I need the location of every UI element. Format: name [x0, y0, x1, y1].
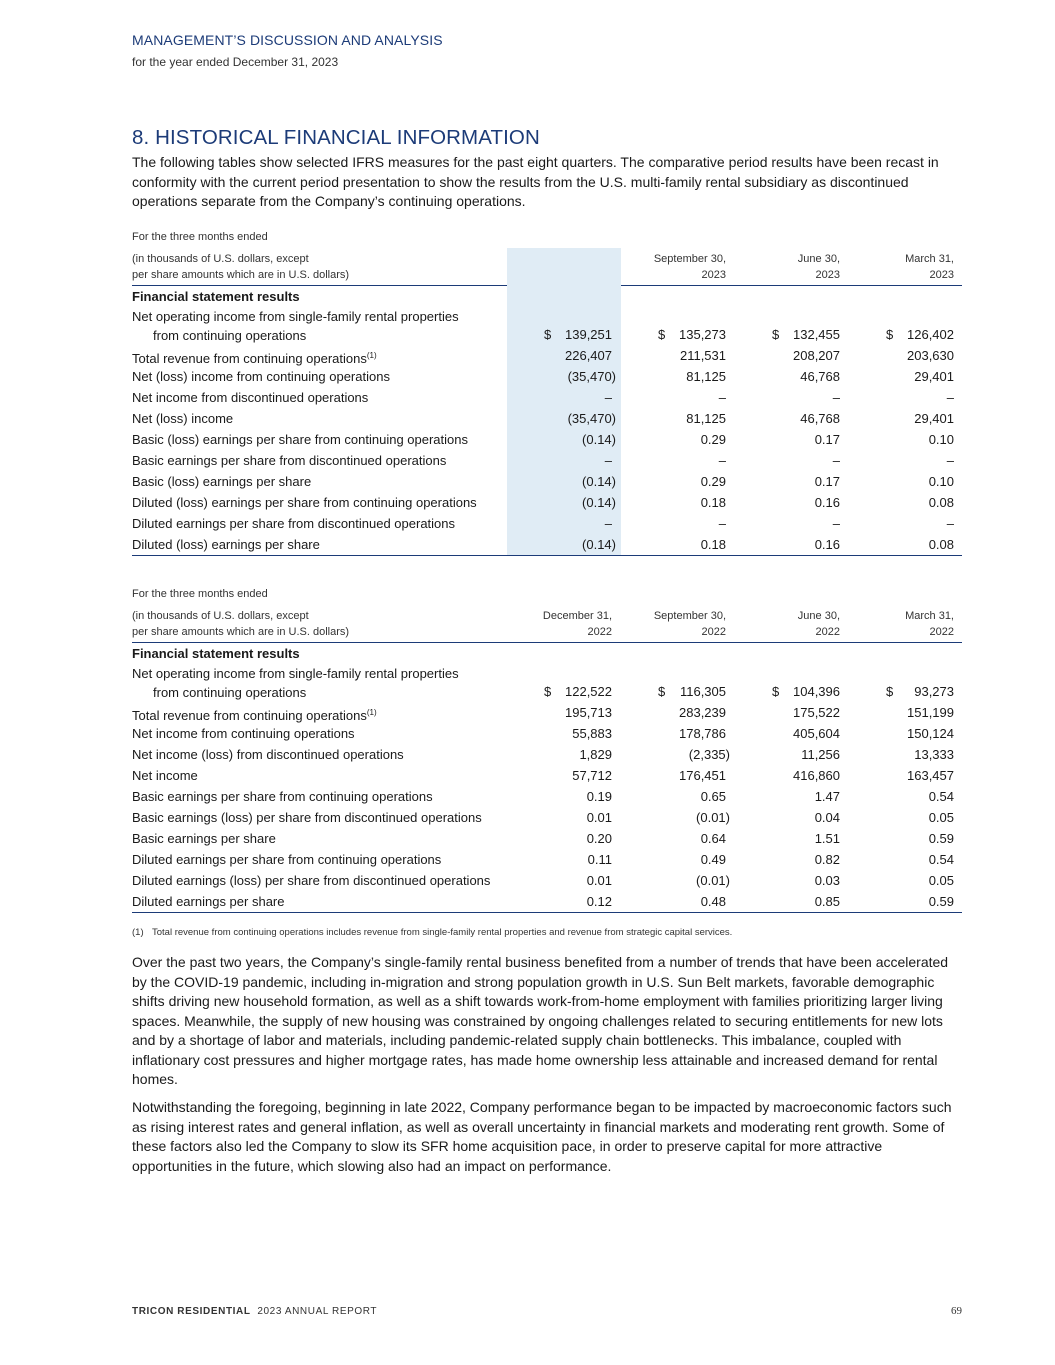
table-cell: – — [718, 390, 726, 405]
column-header: June 30, 2023 — [797, 253, 840, 281]
table-cell: 0.59 — [928, 894, 954, 909]
table-cell: 176,451 — [679, 768, 726, 783]
column-header: September 30, 2023 — [653, 253, 726, 281]
table-cell: 81,125 — [686, 411, 726, 426]
table-row: Net income from discontinued operations – – – – — [132, 387, 962, 408]
table-cell: 163,457 — [907, 768, 954, 783]
table-cell: – — [718, 516, 726, 531]
quarterly-table-2023 — [132, 230, 962, 556]
table-row: Basic earnings (loss) per share from discontinued operations 0.01 (0.01) 0.04 0.05 — [132, 807, 962, 828]
quarterly-table-2022 — [132, 587, 962, 913]
table-cell: 203,630 — [907, 348, 954, 363]
table-caption: For the three months ended — [132, 588, 268, 600]
table-cell: 0.18 — [700, 537, 726, 552]
table-cell: 0.54 — [928, 789, 954, 804]
table-row: Net income from continuing operations 55,883 178,786 405,604 150,124 — [132, 723, 962, 744]
table-cell: – — [604, 453, 612, 468]
table-cell: 0.85 — [814, 894, 840, 909]
table-cell: 0.64 — [700, 831, 726, 846]
table-row: Total revenue from continuing operations$^{(1)}$ 226,407 211,531 208,207 203,630 — [132, 345, 962, 366]
table-cell: 0.16 — [814, 495, 840, 510]
table-cell: – — [832, 516, 840, 531]
table-cell: 150,124 — [907, 726, 954, 741]
table-cell: 208,207 — [793, 348, 840, 363]
table-cell: 0.59 — [928, 831, 954, 846]
table-cell: 0.82 — [814, 852, 840, 867]
table-row: Net operating income from single-family rental properties from continuing operations $ 139,251 $ 135,273 $ 132,455 $ 126,402 — [132, 309, 954, 343]
table-cell: 11,256 — [801, 747, 840, 762]
table-cell: 0.05 — [928, 873, 954, 888]
table-body — [132, 286, 962, 556]
page-number: 69 — [951, 1305, 962, 1317]
table-cell: 0.49 — [700, 852, 726, 867]
table-row: Basic (loss) earnings per share (0.14) 0.29 0.17 0.10 — [132, 471, 962, 492]
table-cell: 151,199 — [907, 705, 954, 720]
table-body — [132, 643, 962, 913]
table-cell: 29,401 — [914, 411, 954, 426]
table-cell: 405,604 — [793, 726, 840, 741]
table-cell: 0.04 — [814, 810, 840, 825]
column-header: September 30, 2022 — [653, 610, 726, 638]
table-cell: 55,883 — [572, 726, 612, 741]
table-cell: – — [604, 390, 612, 405]
table-cell: 195,713 — [565, 705, 612, 720]
table-cell: – — [832, 390, 840, 405]
table-cell: (0.14) — [582, 495, 616, 510]
column-header: December 31, 2022 — [542, 610, 612, 638]
table-cell: (0.14) — [582, 537, 616, 552]
table-row: Diluted earnings per share from continuing operations 0.11 0.49 0.82 0.54 — [132, 849, 962, 870]
table-cell: 0.54 — [928, 852, 954, 867]
table-row: Net operating income from single-family rental properties from continuing operations $ 122,522 $ 116,305 $ 104,396 $ 93,273 — [132, 666, 954, 700]
table-cell: – — [604, 516, 612, 531]
table-cell: 0.10 — [928, 474, 954, 489]
column-header: March 31, 2023 — [905, 253, 954, 281]
table-cell: 57,712 — [572, 768, 612, 783]
table-section-row: Financial statement results — [132, 289, 300, 304]
running-header-title: MANAGEMENT’S DISCUSSION AND ANALYSIS — [132, 32, 443, 48]
table-cell: 0.65 — [700, 789, 726, 804]
table-cell: 0.10 — [928, 432, 954, 447]
table-cell: – — [946, 390, 954, 405]
table-cell: 0.17 — [814, 432, 840, 447]
table-cell: 0.17 — [814, 474, 840, 489]
table-row: Basic (loss) earnings per share from continuing operations (0.14) 0.29 0.17 0.10 — [132, 429, 962, 450]
table-cell: 81,125 — [686, 369, 726, 384]
table-cell: 0.01 — [586, 873, 612, 888]
section-intro: The following tables show selected IFRS measures for the past eight quarters. The comparative period results have been recast in conformity with the current period presentation to show the results from the U.S. multi-family rental subsidiary as discontinued operations separate from the Company’s continuing operations. — [132, 154, 939, 209]
table-cell: (35,470) — [567, 369, 616, 384]
table-row: Basic earnings per share from discontinued operations – – – – — [132, 450, 962, 471]
table-row: Net income 57,712 176,451 416,860 163,457 — [132, 765, 962, 786]
units-note: (in thousands of U.S. dollars, except per share amounts which are in U.S. dollars) — [132, 253, 350, 281]
table-cell: 0.08 — [928, 537, 954, 552]
table-caption: For the three months ended — [132, 231, 268, 243]
table-cell: 226,407 — [565, 348, 612, 363]
table-row: Net (loss) income (35,470) 81,125 46,768 29,401 — [132, 408, 962, 429]
table-row: Total revenue from continuing operations$^{(1)}$ 195,713 283,239 175,522 151,199 — [132, 702, 962, 723]
table-cell: 178,786 — [679, 726, 726, 741]
table-cell: 0.08 — [928, 495, 954, 510]
table-cell: (0.14) — [582, 474, 616, 489]
table-cell: – — [946, 453, 954, 468]
table-cell: 283,239 — [679, 705, 726, 720]
table-cell: 0.05 — [928, 810, 954, 825]
table-cell: 1,829 — [579, 747, 612, 762]
section-heading: 8. HISTORICAL FINANCIAL INFORMATION — [132, 126, 540, 149]
table-cell: 0.01 — [586, 810, 612, 825]
table-cell: 46,768 — [800, 369, 840, 384]
table-row: Diluted earnings per share from discontinued operations – – – – — [132, 513, 962, 534]
body-paragraph: Notwithstanding the foregoing, beginning in late 2022, Company performance began to be impacted by macroeconomic factors such as rising interest rates and general inflation, as well as overall uncertainty in financial markets and moderating rent growth. Some of these factors also led the Company to slow its SFR home acquisition pace, in order to preserve capital for more attractive opportunities in the future, which slowing also had an impact on performance. — [132, 1099, 952, 1174]
table-cell: 0.18 — [700, 495, 726, 510]
column-header: March 31, 2022 — [905, 610, 954, 638]
table-cell: 0.19 — [586, 789, 612, 804]
table-row: Diluted earnings (loss) per share from discontinued operations 0.01 (0.01) 0.03 0.05 — [132, 870, 962, 891]
table-cell: 0.20 — [586, 831, 612, 846]
table-cell: 211,531 — [679, 348, 726, 363]
table-row: Net (loss) income from continuing operations (35,470) 81,125 46,768 29,401 — [132, 366, 962, 387]
table-cell: (0.14) — [582, 432, 616, 447]
table-cell: – — [832, 453, 840, 468]
page-footer: TRICON RESIDENTIAL 2023 ANNUAL REPORT — [132, 1306, 378, 1317]
table-cell: 0.29 — [700, 474, 726, 489]
units-note: (in thousands of U.S. dollars, except per share amounts which are in U.S. dollars) — [132, 610, 350, 638]
column-header: June 30, 2022 — [797, 610, 840, 638]
table-cell: 175,522 — [793, 705, 840, 720]
table-cell: (0.01) — [696, 810, 730, 825]
table-row: Diluted (loss) earnings per share (0.14) 0.18 0.16 0.08 — [132, 534, 962, 555]
table-cell: 1.47 — [814, 789, 840, 804]
table-cell: 46,768 — [800, 411, 840, 426]
table-cell: 0.12 — [586, 894, 612, 909]
table-cell: – — [946, 516, 954, 531]
table-cell: 29,401 — [914, 369, 954, 384]
body-paragraph: Over the past two years, the Company’s single-family rental business benefited from a number of trends that have been accelerated by the COVID-19 pandemic, including in-migration and strong population growth in U.S. Sun Belt markets, favorable demographic shifts driving new household formation, as well as a shift towards work-from-home employment with families prioritizing larger living spaces. Meanwhile, the supply of new housing was constrained by ongoing challenges related to securing entitlements for new lots and by a shortage of labor and materials, including pandemic-related supply chain bottlenecks. This imbalance, coupled with inflationary cost pressures and higher mortgage rates, has made home ownership less attainable and increased demand for rental homes. — [132, 954, 949, 1087]
table-cell: (0.01) — [696, 873, 730, 888]
table-cell: 0.48 — [700, 894, 726, 909]
table-cell: 0.11 — [587, 852, 612, 867]
table-row: Diluted (loss) earnings per share from continuing operations (0.14) 0.18 0.16 0.08 — [132, 492, 962, 513]
table-cell: 13,333 — [914, 747, 954, 762]
table-cell: 1.51 — [814, 831, 840, 846]
table-row: Diluted earnings per share 0.12 0.48 0.85 0.59 — [132, 891, 962, 912]
table-cell: 0.03 — [814, 873, 840, 888]
table-footnote: (1) Total revenue from continuing operations includes revenue from single-family rental properties and revenue from strategic capital services. — [132, 927, 733, 938]
table-cell: (2,335) — [688, 747, 730, 762]
table-header — [132, 605, 962, 643]
table-row: Basic earnings per share 0.20 0.64 1.51 0.59 — [132, 828, 962, 849]
table-cell: (35,470) — [567, 411, 616, 426]
table-cell: 416,860 — [793, 768, 840, 783]
table-section-row: Financial statement results — [132, 646, 300, 661]
table-row: Net income (loss) from discontinued operations 1,829 (2,335) 11,256 13,333 — [132, 744, 962, 765]
table-cell: 0.29 — [700, 432, 726, 447]
table-row: Basic earnings per share from continuing operations 0.19 0.65 1.47 0.54 — [132, 786, 962, 807]
table-cell: 0.16 — [814, 537, 840, 552]
table-cell: – — [718, 453, 726, 468]
running-header-subtitle: for the year ended December 31, 2023 — [132, 55, 339, 69]
